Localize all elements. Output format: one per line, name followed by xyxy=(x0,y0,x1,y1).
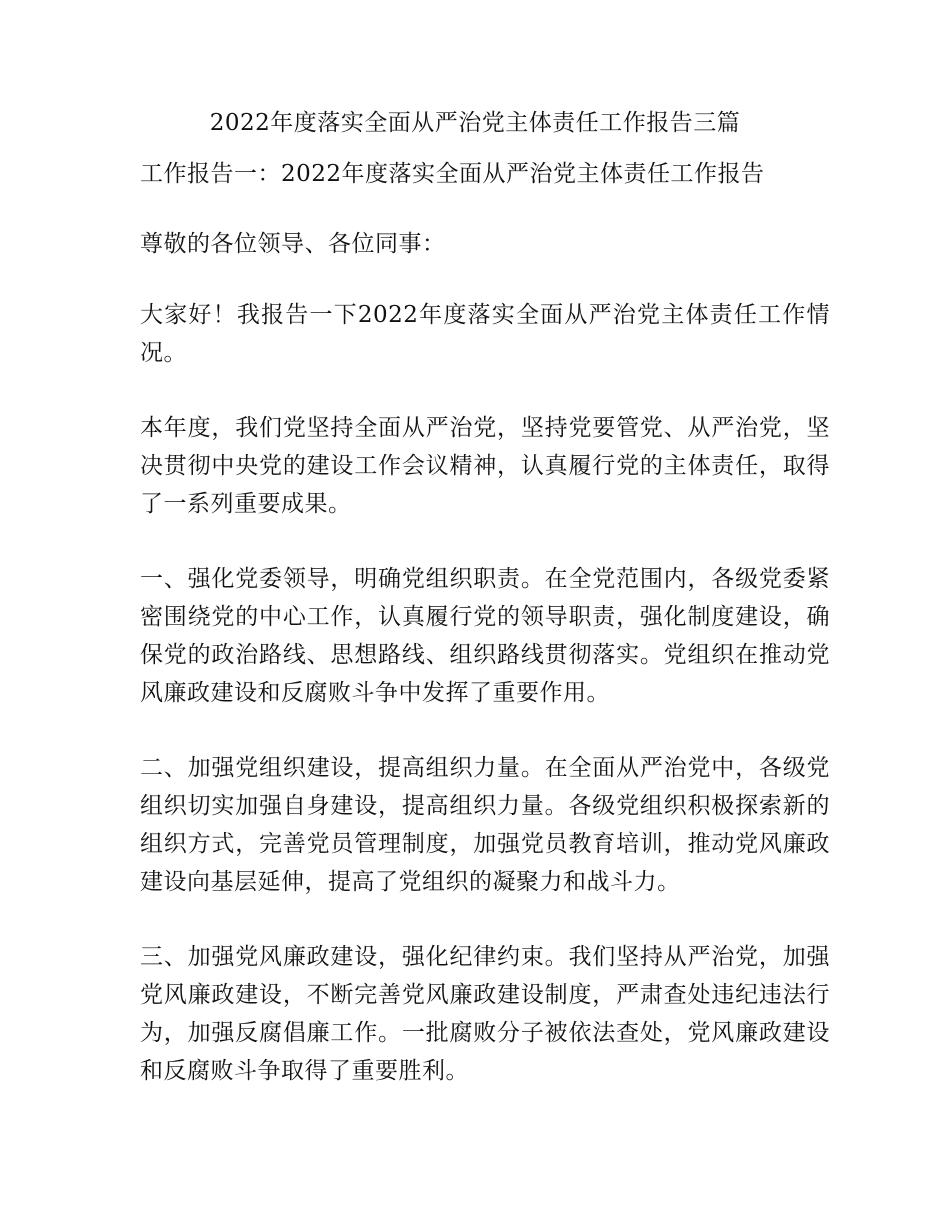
paragraph-greeting: 大家好！我报告一下2022年度落实全面从严治党主体责任工作情况。 xyxy=(140,302,830,366)
salutation: 尊敬的各位领导、各位同事： xyxy=(140,231,446,257)
document-title: 2022年度落实全面从严治党主体责任工作报告三篇 xyxy=(209,110,741,136)
paragraph-section-2: 二、加强党组织建设，提高组织力量。在全面从严治党中，各级党组织切实加强自身建设，提高组织力量。各级党组织积极探索新的组织方式，完善党员管理制度，加强党员教育培训，推动党风廉政建设向基层延伸，提高了党组织的凝聚力和战斗力。 xyxy=(140,755,830,895)
paragraph-section-3: 三、加强党风廉政建设，强化纪律约束。我们坚持从严治党，加强党风廉政建设，不断完善党风廉政建设制度，严肃查处违纪违法行为，加强反腐倡廉工作。一批腐败分子被依法查处，党风廉政建设和反腐败斗争取得了重要胜利。 xyxy=(140,944,830,1084)
paragraph-overview: 本年度，我们党坚持全面从严治党，坚持党要管党、从严治党，坚决贯彻中央党的建设工作会议精神，认真履行党的主体责任，取得了一系列重要成果。 xyxy=(140,415,830,517)
report-subtitle: 工作报告一：2022年度落实全面从严治党主体责任工作报告 xyxy=(140,161,765,187)
document-body xyxy=(140,155,830,1127)
paragraph-section-1: 一、强化党委领导，明确党组织职责。在全党范围内，各级党委紧密围绕党的中心工作，认真履行党的领导职责，强化制度建设，确保党的政治路线、思想路线、组织路线贯彻落实。党组织在推动党风廉政建设和反腐败斗争中发挥了重要作用。 xyxy=(140,566,830,706)
